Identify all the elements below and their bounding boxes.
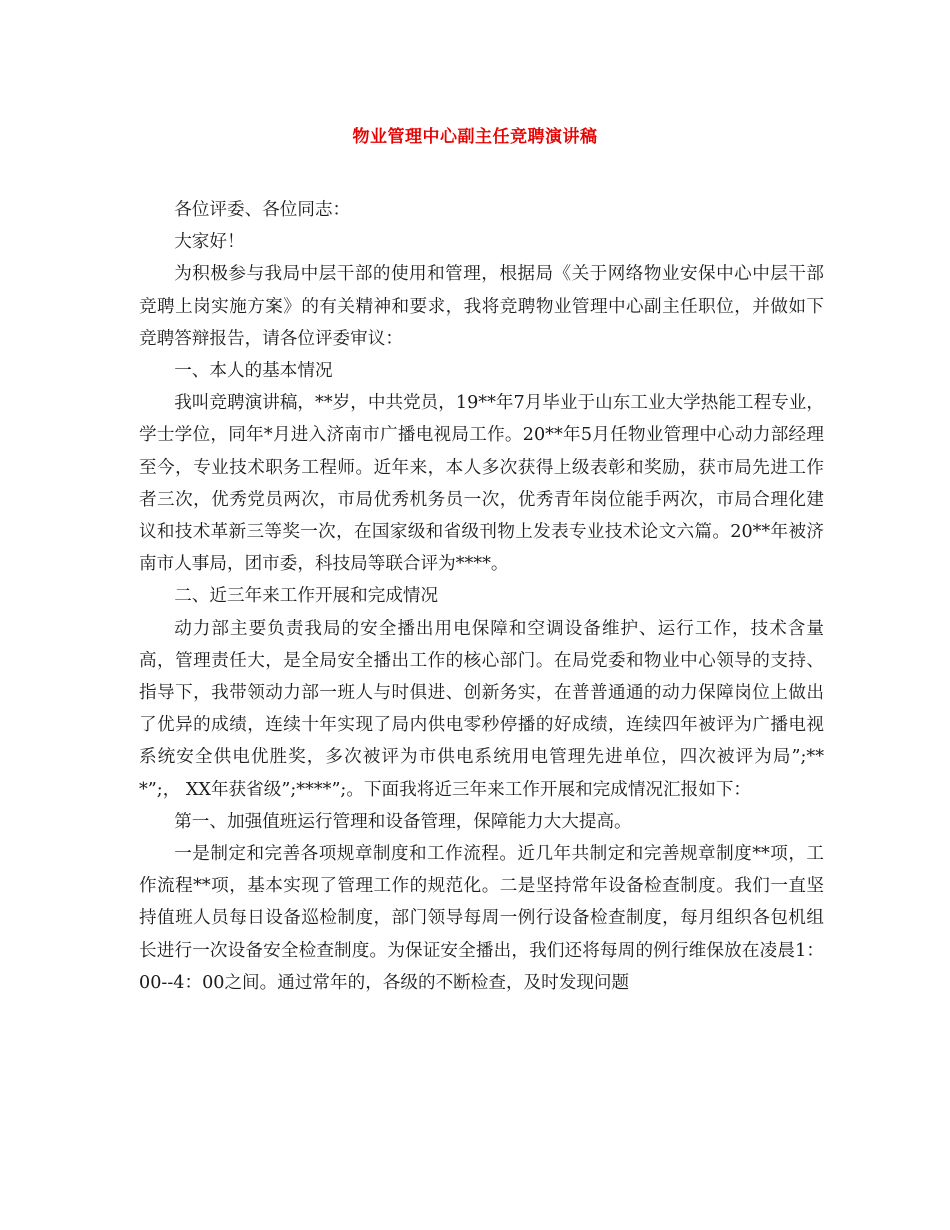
document-body: [139, 194, 824, 999]
subheading-first-point: 第一、加强值班运行管理和设备管理，保障能力大大提高。: [174, 811, 632, 832]
paragraph-greeting: 大家好！: [174, 232, 245, 253]
paragraph-work-progress: 动力部主要负责我局的安全播出用电保障和空调设备维护、运行工作，技术含量高，管理责任大，是全局安全播出工作的核心部门。在局党委和物业中心领导的支持、指导下，我带领动力部一班人与时俱进、创新务实，在普普通通的动力保障岗位上做出了优异的成绩，连续十年实现了局内供电零秒停播的好成绩，连续四年被评为广播电视系统安全供电优胜奖，多次被评为市供电系统用电管理先进单位，四次被评为局”;***”;， XX年获省级”;****”;。下面我将近三年来工作开展和完成情况汇报如下：: [139, 618, 824, 800]
section-heading-basic-info: 一、本人的基本情况: [174, 361, 333, 382]
paragraph-salutation: 各位评委、各位同志：: [174, 200, 351, 220]
section-heading-work-progress: 二、近三年来工作开展和完成情况: [174, 586, 439, 607]
paragraph-first-point: 一是制定和完善各项规章制度和工作流程。近几年共制定和完善规章制度**项，工作流程**项，基本实现了管理工作的规范化。二是坚持常年设备检查制度。我们一直坚持值班人员每日设备巡检制度，部门领导每周一例行设备检查制度，每月组织各包机组长进行一次设备安全检查制度。为保证安全播出，我们还将每周的例行维保放在凌晨1：00--4：00之间。通过常年的，各级的不断检查，及时发现问题: [139, 844, 824, 993]
document-title: 物业管理中心副主任竞聘演讲稿: [352, 127, 598, 147]
paragraph-intro: 为积极参与我局中层干部的使用和管理，根据局《关于网络物业安保中心中层干部竞聘上岗实施方案》的有关精神和要求，我将竞聘物业管理中心副主任职位，并做如下竞聘答辩报告，请各位评委审议：: [139, 264, 824, 349]
paragraph-basic-info: 我叫竞聘演讲稿，**岁，中共党员，19**年7月毕业于山东工业大学热能工程专业，学士学位，同年*月进入济南市广播电视局工作。20**年5月任物业管理中心动力部经理至今，专业技术职务工程师。近年来，本人多次获得上级表彰和奖励，获市局先进工作者三次，优秀党员两次，市局优秀机务员一次，优秀青年岗位能手两次，市局合理化建议和技术革新三等奖一次，在国家级和省级刊物上发表专业技术论文六篇。20**年被济南市人事局，团市委，科技局等联合评为****。: [139, 393, 824, 575]
